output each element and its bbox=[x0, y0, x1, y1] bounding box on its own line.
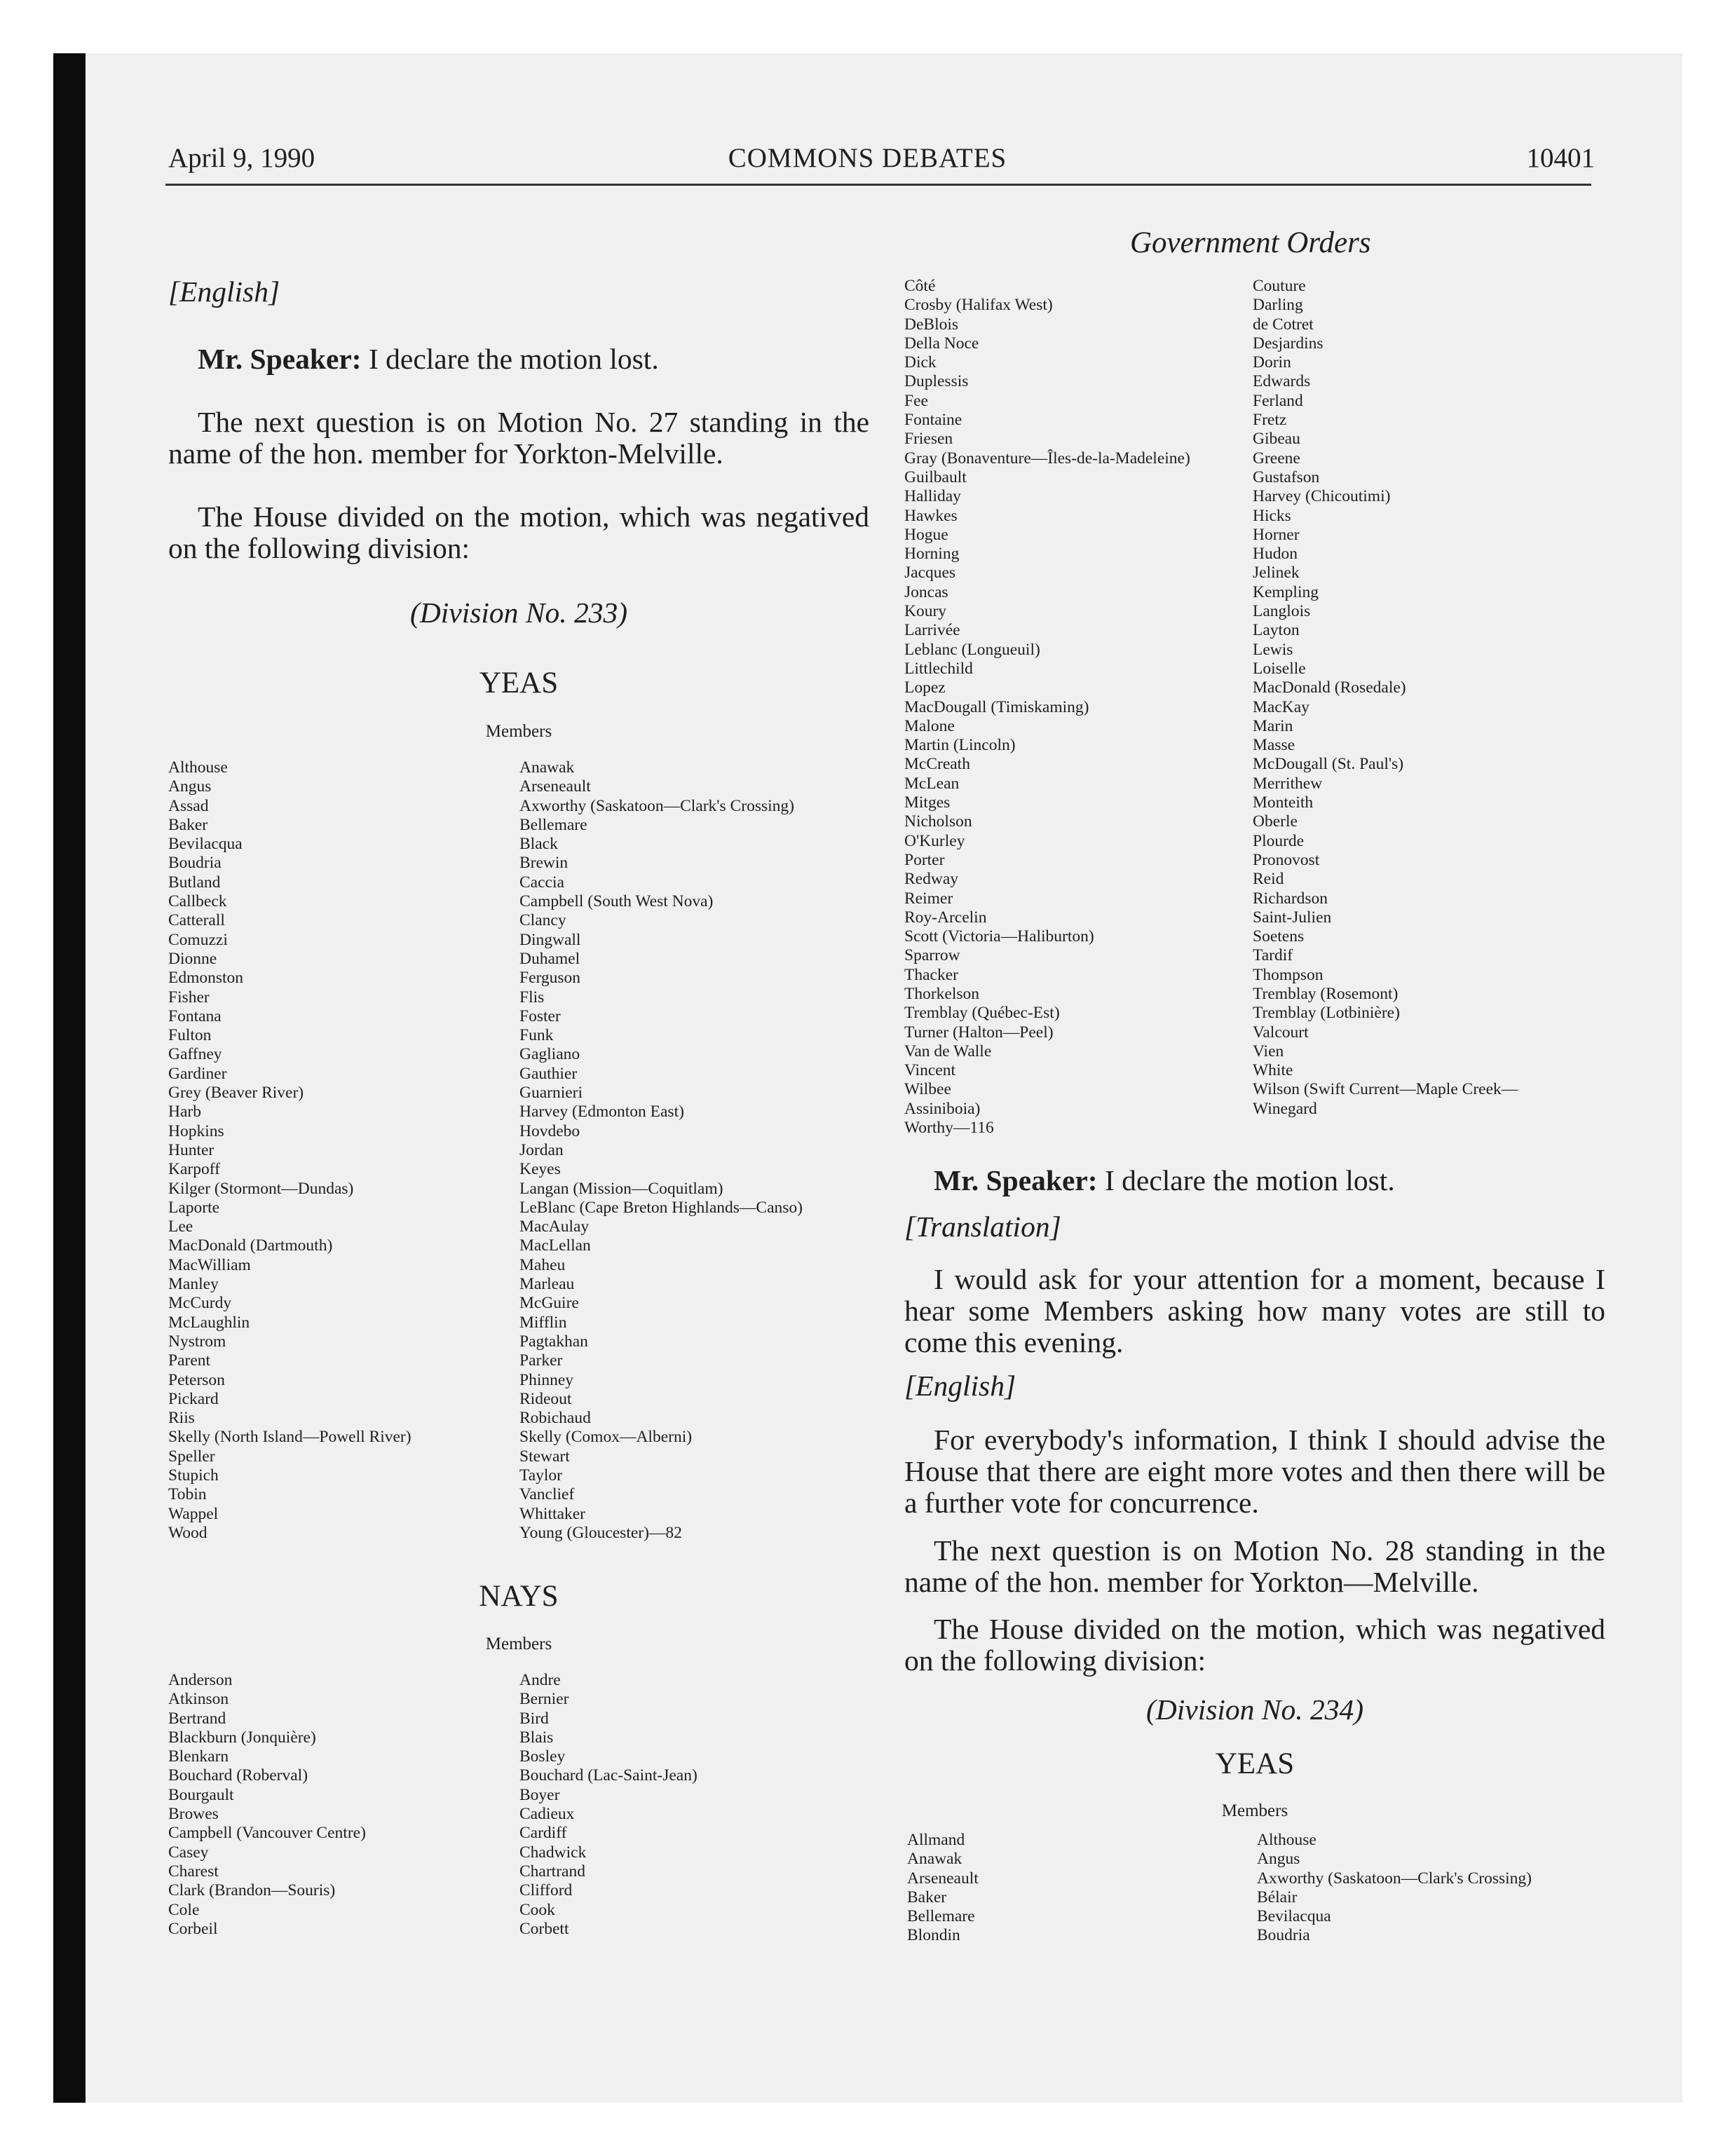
member-name: Lopez bbox=[904, 678, 946, 697]
speaker-label: Mr. Speaker: bbox=[198, 343, 362, 375]
member-name: Thompson bbox=[1253, 965, 1324, 984]
member-name: Mifflin bbox=[519, 1313, 567, 1332]
member-name: Skelly (North Island—Powell River) bbox=[168, 1428, 411, 1447]
member-name: McLean bbox=[904, 774, 960, 793]
member-name: Angus bbox=[1257, 1850, 1300, 1869]
member-name: Cole bbox=[168, 1900, 200, 1919]
member-name: Blais bbox=[519, 1728, 554, 1747]
speaker-text: I declare the motion lost. bbox=[361, 343, 659, 375]
member-name: Flis bbox=[519, 988, 545, 1007]
member-name: MacKay bbox=[1253, 697, 1309, 716]
member-name: MacAulay bbox=[519, 1217, 590, 1236]
division-number-2: (Division No. 234) bbox=[1145, 1693, 1364, 1726]
member-name: Tremblay (Rosemont) bbox=[1253, 984, 1399, 1003]
member-name: Gaffney bbox=[168, 1045, 222, 1064]
member-name: Langlois bbox=[1253, 602, 1311, 621]
member-name: Duhamel bbox=[519, 949, 580, 968]
member-name: Manley bbox=[168, 1275, 219, 1294]
yeas-subheading-2: Members bbox=[1221, 1801, 1288, 1820]
member-name: Boyer bbox=[519, 1785, 560, 1804]
member-name: Karpoff bbox=[168, 1160, 220, 1179]
member-name: Arseneault bbox=[907, 1869, 979, 1888]
member-name: Anderson bbox=[168, 1671, 233, 1689]
member-name: Comuzzi bbox=[168, 930, 228, 949]
member-name: Chartrand bbox=[519, 1862, 585, 1881]
member-name: Hovdebo bbox=[519, 1121, 580, 1140]
member-name: Duplessis bbox=[904, 372, 969, 391]
member-name: Parent bbox=[168, 1351, 211, 1370]
member-name: Brewin bbox=[519, 854, 569, 873]
member-name: Guilbault bbox=[904, 468, 967, 486]
member-name: Skelly (Comox—Alberni) bbox=[519, 1428, 693, 1447]
member-name: Desjardins bbox=[1253, 334, 1324, 353]
member-name: Lewis bbox=[1253, 640, 1293, 659]
member-name: Hawkes bbox=[904, 506, 958, 525]
member-name: Boudria bbox=[168, 854, 222, 873]
member-name: Littlechild bbox=[904, 659, 973, 678]
member-name: Wilbee bbox=[904, 1080, 951, 1099]
member-name: Thorkelson bbox=[904, 984, 980, 1003]
member-name: Campbell (Vancouver Centre) bbox=[168, 1824, 366, 1843]
member-name: Rideout bbox=[519, 1389, 572, 1408]
member-name: Couture bbox=[1253, 277, 1306, 295]
member-name: de Cotret bbox=[1253, 315, 1314, 334]
header-page-number: 10401 bbox=[1526, 143, 1595, 173]
member-name: Turner (Halton—Peel) bbox=[904, 1023, 1054, 1042]
member-name: Chadwick bbox=[519, 1843, 587, 1862]
member-name: Kilger (Stormont—Dundas) bbox=[168, 1179, 354, 1198]
member-name: Harvey (Edmonton East) bbox=[519, 1103, 684, 1121]
member-name: Koury bbox=[904, 602, 947, 621]
binding-edge bbox=[53, 53, 86, 2103]
member-name: Laporte bbox=[168, 1198, 220, 1217]
member-name: Bosley bbox=[519, 1747, 566, 1766]
member-name: Butland bbox=[168, 873, 221, 892]
member-name: Corbett bbox=[519, 1919, 569, 1938]
member-name: Ferguson bbox=[519, 969, 581, 988]
member-name: Redway bbox=[904, 870, 959, 889]
member-name: Larrivée bbox=[904, 621, 960, 640]
member-name: Whittaker bbox=[519, 1504, 585, 1523]
member-name: Tremblay (Lotbinière) bbox=[1253, 1004, 1400, 1023]
member-name: Fontaine bbox=[904, 411, 962, 430]
member-name: Bouchard (Roberval) bbox=[168, 1766, 308, 1785]
speaker-statement bbox=[168, 343, 869, 375]
member-name: Andre bbox=[519, 1671, 561, 1689]
member-name: Masse bbox=[1253, 736, 1295, 755]
member-name: Jordan bbox=[519, 1140, 564, 1159]
member-name: Wood bbox=[168, 1523, 207, 1542]
member-name: Gauthier bbox=[519, 1064, 578, 1083]
member-name: MacDonald (Dartmouth) bbox=[168, 1236, 333, 1255]
member-name: Fulton bbox=[168, 1026, 212, 1045]
member-name: Maheu bbox=[519, 1255, 566, 1274]
member-name: Horning bbox=[904, 545, 960, 564]
member-name: Richardson bbox=[1253, 889, 1328, 908]
member-name: McDougall (St. Paul's) bbox=[1253, 755, 1404, 774]
nays-subheading: Members bbox=[485, 1635, 552, 1653]
member-name: Blenkarn bbox=[168, 1747, 229, 1766]
member-name: LeBlanc (Cape Breton Highlands—Canso) bbox=[519, 1198, 803, 1217]
member-name: Valcourt bbox=[1253, 1023, 1309, 1042]
member-name: Clifford bbox=[519, 1881, 573, 1900]
member-name: Reid bbox=[1253, 870, 1284, 889]
member-name: Althouse bbox=[1257, 1831, 1316, 1849]
member-name: Grey (Beaver River) bbox=[168, 1084, 304, 1103]
member-name: Funk bbox=[519, 1026, 554, 1045]
member-name: Malone bbox=[904, 716, 955, 735]
nays-continued-column-2 bbox=[1253, 277, 1518, 1119]
member-name: Joncas bbox=[904, 582, 948, 601]
member-name: Clark (Brandon—Souris) bbox=[168, 1881, 336, 1900]
member-name: Keyes bbox=[519, 1160, 561, 1179]
member-name: Dionne bbox=[168, 949, 217, 968]
member-name: Hogue bbox=[904, 525, 948, 544]
yeas-column-2 bbox=[519, 758, 803, 1543]
member-name: Boudria bbox=[1257, 1926, 1310, 1945]
yeas-heading: YEAS bbox=[479, 667, 559, 700]
member-name: Gibeau bbox=[1253, 430, 1300, 449]
member-name: Atkinson bbox=[168, 1690, 229, 1709]
member-name: MacDougall (Timiskaming) bbox=[904, 697, 1089, 716]
member-name: Winegard bbox=[1253, 1099, 1317, 1118]
member-name: O'Kurley bbox=[904, 831, 965, 850]
member-name: Nystrom bbox=[168, 1332, 226, 1351]
member-name: Dick bbox=[904, 353, 937, 372]
member-name: Plourde bbox=[1253, 831, 1305, 850]
member-name: Côté bbox=[904, 277, 936, 295]
member-name: Harb bbox=[168, 1103, 201, 1121]
member-name: Catterall bbox=[168, 911, 225, 930]
member-name: Browes bbox=[168, 1805, 219, 1824]
member-name: Edwards bbox=[1253, 372, 1311, 391]
member-name: Ferland bbox=[1253, 391, 1303, 410]
member-name: Sparrow bbox=[904, 946, 960, 965]
member-name: Cardiff bbox=[519, 1824, 567, 1843]
member-name: Wappel bbox=[168, 1504, 219, 1523]
header-title: COMMONS DEBATES bbox=[728, 143, 1007, 173]
member-name: Pickard bbox=[168, 1389, 219, 1408]
member-name: Vien bbox=[1253, 1042, 1284, 1060]
member-name: Harvey (Chicoutimi) bbox=[1253, 487, 1391, 506]
member-name: Scott (Victoria—Haliburton) bbox=[904, 927, 1094, 946]
member-name: Hunter bbox=[168, 1140, 215, 1159]
member-name: Greene bbox=[1253, 449, 1300, 468]
member-name: Jelinek bbox=[1253, 564, 1300, 582]
member-name: Lee bbox=[168, 1217, 193, 1236]
member-name: Halliday bbox=[904, 487, 961, 506]
member-name: Taylor bbox=[519, 1466, 562, 1485]
member-name: Axworthy (Saskatoon—Clark's Crossing) bbox=[1257, 1869, 1532, 1888]
member-name: Phinney bbox=[519, 1370, 574, 1389]
member-name: Bellemare bbox=[519, 815, 587, 834]
member-name: Young (Gloucester)—82 bbox=[519, 1523, 682, 1542]
member-name: Black bbox=[519, 835, 558, 854]
member-name: Crosby (Halifax West) bbox=[904, 296, 1053, 315]
member-name: Hudon bbox=[1253, 545, 1298, 564]
member-name: Kempling bbox=[1253, 582, 1319, 601]
member-name: Assad bbox=[168, 796, 209, 815]
member-name: Gagliano bbox=[519, 1045, 580, 1064]
yeas-column-1-div234 bbox=[907, 1831, 979, 1946]
member-name: Parker bbox=[519, 1351, 563, 1370]
section-title: Government Orders bbox=[1130, 226, 1371, 259]
member-name: Tardif bbox=[1253, 946, 1293, 965]
member-name: Tremblay (Québec-Est) bbox=[904, 1004, 1060, 1023]
member-name: Roy-Arcelin bbox=[904, 908, 987, 927]
member-name: Merrithew bbox=[1253, 774, 1323, 793]
member-name: Thacker bbox=[904, 965, 958, 984]
member-name: Fee bbox=[904, 391, 928, 410]
member-name: Axworthy (Saskatoon—Clark's Crossing) bbox=[519, 796, 794, 815]
member-name: McCreath bbox=[904, 755, 970, 774]
yeas-column-2-div234 bbox=[1257, 1831, 1532, 1946]
member-name: McGuire bbox=[519, 1294, 579, 1313]
member-name: Langan (Mission—Coquitlam) bbox=[519, 1179, 723, 1198]
member-name: Callbeck bbox=[168, 892, 227, 911]
member-name: Nicholson bbox=[904, 812, 972, 831]
member-name: Loiselle bbox=[1253, 659, 1306, 678]
member-name: Wilson (Swift Current—Maple Creek— bbox=[1253, 1080, 1518, 1099]
member-name: Vincent bbox=[904, 1061, 955, 1080]
member-name: Speller bbox=[168, 1447, 215, 1466]
member-name: Leblanc (Longueuil) bbox=[904, 640, 1040, 659]
member-name: DeBlois bbox=[904, 315, 959, 334]
member-name: Anawak bbox=[519, 758, 575, 777]
member-name: Pagtakhan bbox=[519, 1332, 588, 1351]
member-name: Gray (Bonaventure—Îles-de-la-Madeleine) bbox=[904, 449, 1190, 468]
nays-column-2 bbox=[519, 1671, 698, 1939]
member-name: Bouchard (Lac-Saint-Jean) bbox=[519, 1766, 698, 1785]
member-name: Assiniboia) bbox=[904, 1099, 981, 1118]
member-name: Cadieux bbox=[519, 1805, 575, 1824]
member-name: Edmonston bbox=[168, 969, 244, 988]
member-name: Dorin bbox=[1253, 353, 1291, 372]
member-name: Horner bbox=[1253, 525, 1300, 544]
member-name: Layton bbox=[1253, 621, 1300, 640]
nays-column-1 bbox=[168, 1671, 366, 1939]
nays-heading: NAYS bbox=[479, 1580, 559, 1613]
member-name: Friesen bbox=[904, 430, 953, 449]
member-name: MacLellan bbox=[519, 1236, 591, 1255]
member-name: Riis bbox=[168, 1409, 195, 1428]
member-name: Vanclief bbox=[519, 1485, 575, 1504]
member-name: Darling bbox=[1253, 296, 1303, 315]
member-name: Marin bbox=[1253, 716, 1293, 735]
header-rule bbox=[165, 184, 1591, 186]
member-name: Blackburn (Jonquière) bbox=[168, 1728, 316, 1747]
member-name: Fretz bbox=[1253, 411, 1287, 430]
member-name: Blondin bbox=[907, 1926, 960, 1945]
speaker-statement-2: Mr. Speaker: I declare the motion lost. bbox=[934, 1164, 1395, 1196]
member-name: Tobin bbox=[168, 1485, 207, 1504]
member-name: Peterson bbox=[168, 1370, 225, 1389]
member-name: Oberle bbox=[1253, 812, 1298, 831]
member-name: MacDonald (Rosedale) bbox=[1253, 678, 1406, 697]
member-name: Clancy bbox=[519, 911, 566, 930]
yeas-column-1 bbox=[168, 758, 411, 1543]
division-number: (Division No. 233) bbox=[409, 596, 628, 629]
member-name: Hicks bbox=[1253, 506, 1291, 525]
member-name: Bertrand bbox=[168, 1709, 226, 1728]
member-name: Fontana bbox=[168, 1007, 222, 1025]
member-name: Casey bbox=[168, 1843, 209, 1862]
member-name: Reimer bbox=[904, 889, 953, 908]
member-name: Martin (Lincoln) bbox=[904, 736, 1016, 755]
member-name: Gustafson bbox=[1253, 468, 1320, 486]
language-tag-english-2: [English] bbox=[904, 1370, 1016, 1402]
member-name: Bevilacqua bbox=[1257, 1907, 1331, 1926]
member-name: McCurdy bbox=[168, 1294, 232, 1313]
member-name: MacWilliam bbox=[168, 1255, 251, 1274]
division-paragraph: The House divided on the motion, which was negatived on the following division: bbox=[168, 500, 869, 564]
member-name: Stewart bbox=[519, 1447, 570, 1466]
member-name: McLaughlin bbox=[168, 1313, 250, 1332]
member-name: Pronovost bbox=[1253, 850, 1320, 869]
member-name: Bird bbox=[519, 1709, 549, 1728]
member-name: Robichaud bbox=[519, 1409, 591, 1428]
member-name: Bellemare bbox=[907, 1907, 975, 1926]
member-name: Anawak bbox=[907, 1850, 962, 1869]
member-name: Charest bbox=[168, 1862, 219, 1881]
language-tag-english: [English] bbox=[168, 275, 280, 308]
member-name: Van de Walle bbox=[904, 1042, 992, 1060]
member-name: Bourgault bbox=[168, 1785, 234, 1804]
member-name: Monteith bbox=[1253, 793, 1314, 812]
member-name: Baker bbox=[168, 815, 208, 834]
member-name: Arseneault bbox=[519, 777, 591, 796]
yeas-subheading: Members bbox=[485, 722, 552, 741]
member-name: Marleau bbox=[519, 1275, 575, 1294]
member-name: Fisher bbox=[168, 988, 210, 1007]
motion-paragraph: The next question is on Motion No. 27 standing in the name of the hon. member for Yorkton-Melville. bbox=[168, 406, 869, 470]
member-name: Cook bbox=[519, 1900, 555, 1919]
nays-continued-column-1 bbox=[904, 277, 1190, 1138]
member-name: Baker bbox=[907, 1888, 947, 1906]
language-tag-translation: [Translation] bbox=[904, 1210, 1061, 1243]
member-name: Althouse bbox=[168, 758, 228, 777]
yeas-heading-2: YEAS bbox=[1215, 1747, 1295, 1780]
member-name: Foster bbox=[519, 1007, 561, 1025]
member-name: Bevilacqua bbox=[168, 835, 243, 854]
motion-paragraph-2: The next question is on Motion No. 28 standing in the name of the hon. member for Yorkton—Melville. bbox=[904, 1534, 1605, 1598]
member-name: Hopkins bbox=[168, 1121, 224, 1140]
member-name: Caccia bbox=[519, 873, 564, 892]
member-name: Bernier bbox=[519, 1690, 569, 1709]
member-name: Mitges bbox=[904, 793, 951, 812]
member-name: Jacques bbox=[904, 564, 956, 582]
member-name: Stupich bbox=[168, 1466, 219, 1485]
member-name: Guarnieri bbox=[519, 1084, 583, 1103]
member-name: Porter bbox=[904, 850, 945, 869]
member-name: White bbox=[1253, 1061, 1293, 1080]
division-paragraph-2: The House divided on the motion, which was negatived on the following division: bbox=[904, 1613, 1605, 1677]
member-name: Saint-Julien bbox=[1253, 908, 1332, 927]
member-name: Soetens bbox=[1253, 927, 1305, 946]
attention-paragraph: I would ask for your attention for a moment, because I hear some Members asking how many votes are still to come this evening. bbox=[904, 1263, 1605, 1358]
member-name: Allmand bbox=[907, 1831, 965, 1849]
member-name: Worthy—116 bbox=[904, 1119, 994, 1138]
member-name: Gardiner bbox=[168, 1064, 227, 1083]
member-name: Campbell (South West Nova) bbox=[519, 892, 714, 911]
member-name: Angus bbox=[168, 777, 212, 796]
information-paragraph: For everybody's information, I think I should advise the House that there are eight more votes and then there will be a further vote for concurrence. bbox=[904, 1424, 1605, 1519]
member-name: Dingwall bbox=[519, 930, 581, 949]
member-name: Della Noce bbox=[904, 334, 979, 353]
header-date: April 9, 1990 bbox=[168, 143, 315, 173]
member-name: Bélair bbox=[1257, 1888, 1298, 1906]
member-name: Corbeil bbox=[168, 1919, 218, 1938]
